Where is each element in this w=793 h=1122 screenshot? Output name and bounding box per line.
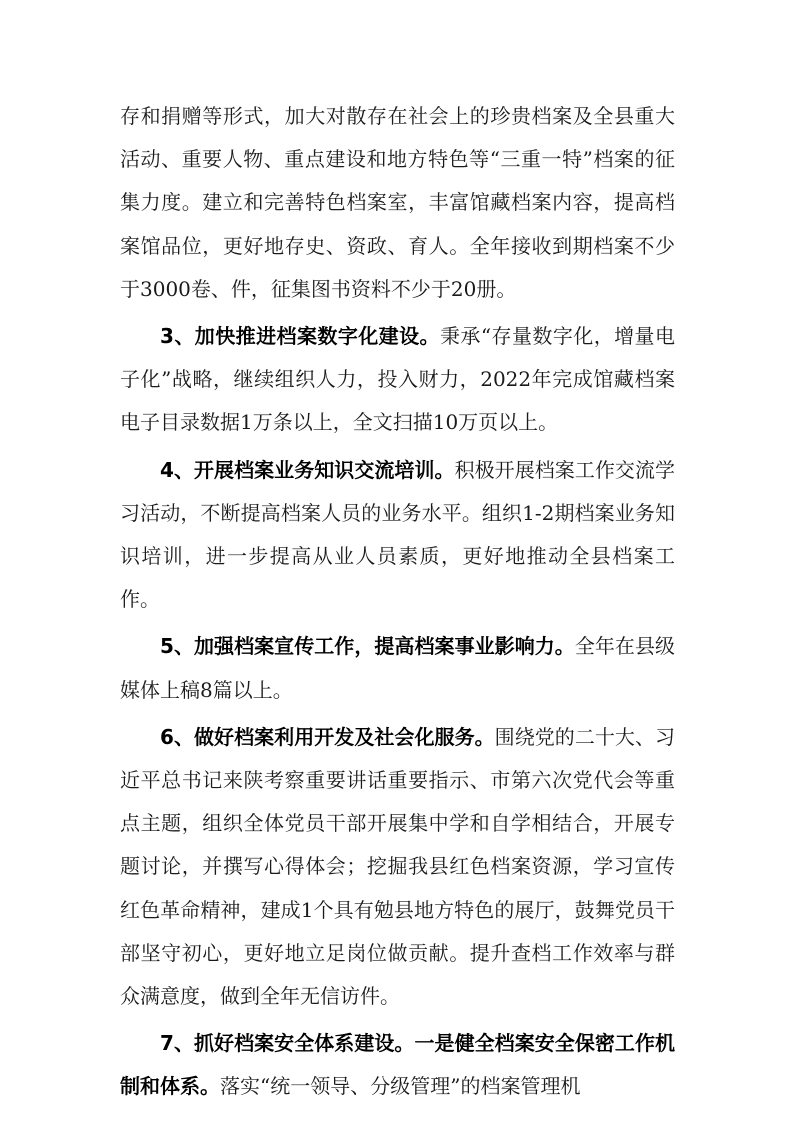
paragraph-collection [120, 95, 675, 311]
paragraph-publicity [120, 625, 675, 711]
paragraph-body: 落实“统一领导、分级管理”的档案管理机 [220, 1074, 581, 1099]
paragraph-body: 围绕党的二十大、习近平总书记来陕考察重要讲话重要指示、市第六次党代会等重点主题，组织全体党员干部开展集中学和自学相结合，开展专题讨论，并撰写心得体会；挖掘我县红色档案资源，学习宣传红色革命精神，建成1个具有勉县地方特色的展厅，鼓舞党员干部坚守初心，更好地立足岗位做贡献。提升查档工作效率与群众满意度，做到全年无信访件。 [120, 724, 676, 1009]
paragraph-body: 秉承“存量数字化，增量电子化”战略，继续组织人力，投入财力，2022年完成馆藏档案电子目录数据1万条以上，全文扫描10万页以上。 [120, 324, 675, 435]
section-heading-6: 6、做好档案利用开发及社会化服务。 [160, 724, 495, 749]
paragraph-body: 全年在县级媒体上稿8篇以上。 [120, 634, 676, 702]
paragraph-training [120, 449, 675, 622]
section-heading-3: 3、加快推进档案数字化建设。 [160, 324, 440, 349]
paragraph-security [120, 1022, 675, 1108]
section-heading-4: 4、开展档案业务知识交流培训。 [160, 457, 455, 482]
section-heading-7: 7、抓好档案安全体系建设。一是健全档案安全保密工作机制和体系。 [120, 1031, 675, 1099]
paragraph-utilization [120, 716, 675, 1018]
paragraph-body: 存和捐赠等形式，加大对散存在社会上的珍贵档案及全县重大活动、重要人物、重点建设和地方特色等“三重一特”档案的征集力度。建立和完善特色档案室，丰富馆藏档案内容，提高档案馆品位，更好地存史、资政、育人。全年接收到期档案不少于3000卷、件，征集图书资料不少于20册。 [120, 104, 675, 301]
paragraph-digitization [120, 315, 675, 445]
section-heading-5: 5、加强档案宣传工作，提高档案事业影响力。 [160, 634, 575, 659]
paragraph-body: 积极开展档案工作交流学习活动，不断提高档案人员的业务水平。组织1-2期档案业务知识培训，进一步提高从业人员素质，更好地推动全县档案工作。 [120, 457, 676, 612]
document-body [120, 95, 675, 1109]
